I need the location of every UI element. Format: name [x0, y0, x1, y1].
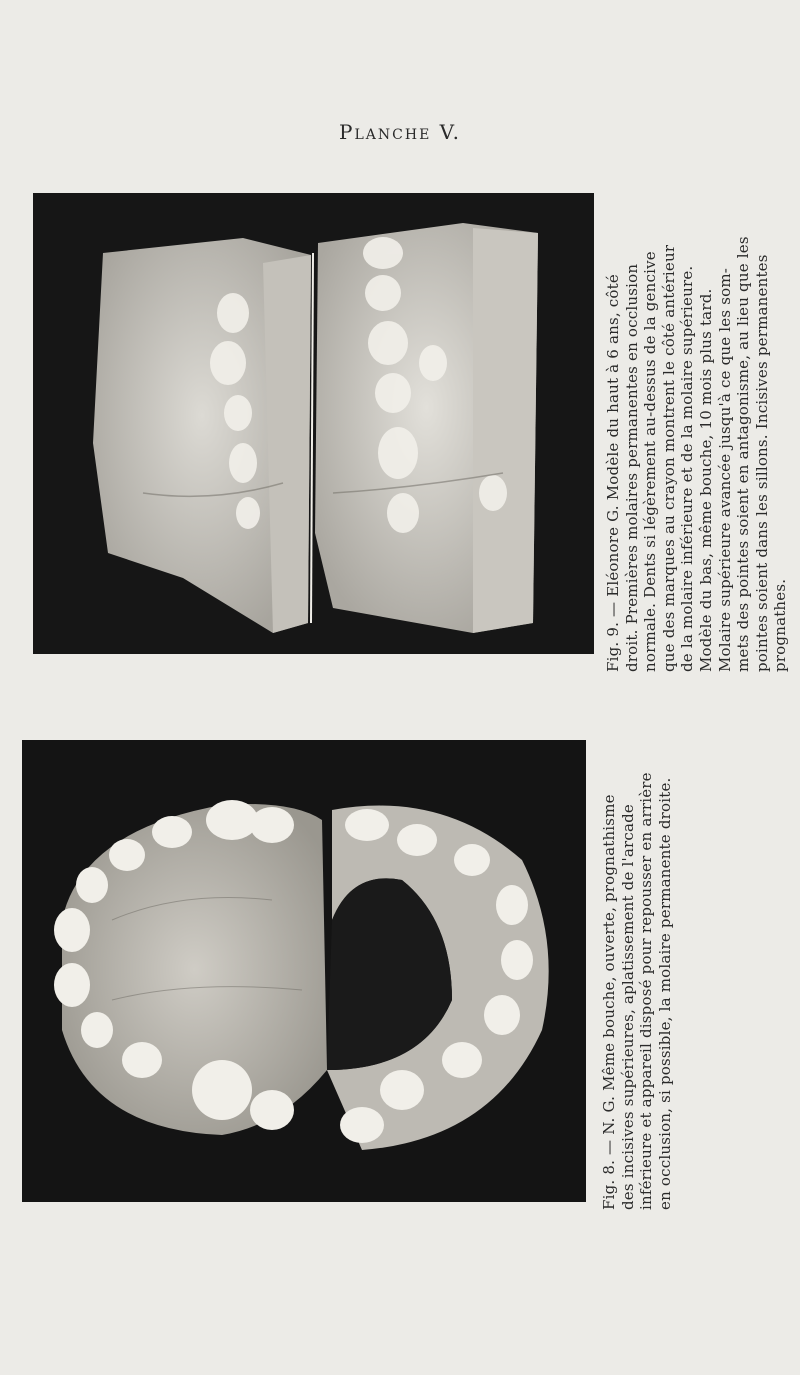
caption-line: des incisives supérieures, aplatissement de l'arcade [618, 804, 637, 1210]
caption-line: de la molaire inférieure et de la molaire supérieure. [678, 265, 697, 672]
caption-line: normale. Dents si légèrement au-dessus de la gencive [641, 251, 660, 672]
caption-line: Fig. 8. — N. G. Même bouche, ouverte, prognathisme [600, 794, 618, 1210]
caption-line: mets des pointes soient en antagonisme, au lieu que les [734, 236, 753, 672]
figure-8-caption [600, 742, 674, 1210]
caption-line: en occlusion, si possible, la molaire permanente droite. [655, 777, 674, 1210]
figure-8-photo [22, 740, 586, 1202]
caption-line: droit. Premières molaires permanentes en occlusion [622, 263, 641, 672]
caption-line: prognathes. [771, 578, 790, 672]
caption-line: Molaire supérieure avancée jusqu'à ce que les som- [715, 267, 734, 672]
caption-line: Fig. 9. — Eléonore G. Modèle du haut à 6 ans, côté [604, 274, 622, 672]
caption-line: inférieure et appareil disposé pour repousser en arrière [637, 772, 656, 1210]
caption-line: Modèle du bas, même bouche, 10 mois plus tard. [696, 288, 715, 672]
page-title: Planche V. [339, 120, 461, 144]
caption-line: pointes soient dans les sillons. Incisives permanentes [752, 254, 771, 672]
figure-9-photo [33, 193, 594, 654]
caption-line: que des marques au crayon montrent le côté antérieur [659, 244, 678, 672]
figure-9-caption [604, 188, 790, 672]
